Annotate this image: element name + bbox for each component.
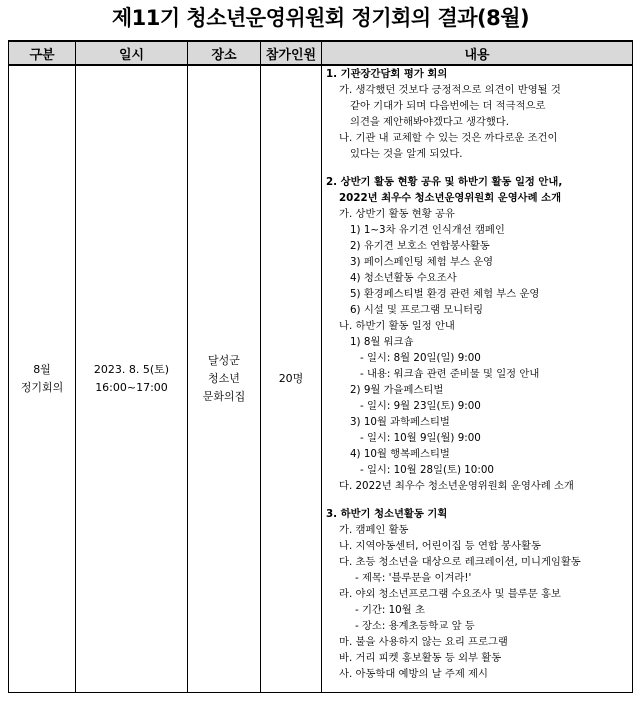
table-row — [9, 65, 633, 693]
section-heading: 2. 상반기 활동 현황 공유 및 하반기 활동 일정 안내, — [326, 176, 563, 188]
participants-cell: 20명 — [261, 65, 322, 693]
place-line: 청소년 — [208, 372, 240, 385]
content-section-1 — [322, 66, 632, 692]
list-item: 4) 청소년활동 수요조사 — [350, 272, 457, 284]
content-line: 나. 하반기 활동 일정 안내 — [339, 320, 455, 332]
list-item: 5) 환경페스티벌 환경 관련 체험 부스 운영 — [350, 288, 540, 300]
detail-line: - 기간: 10월 초 — [355, 604, 425, 616]
time-text: 16:00~17:00 — [95, 381, 168, 394]
category-cell — [9, 65, 76, 693]
detail-line: - 일시: 10월 9일(월) 9:00 — [360, 432, 481, 444]
category-line: 정기회의 — [20, 381, 64, 394]
detail-line: - 내용: 워크숍 관련 준비물 및 일정 안내 — [360, 368, 540, 380]
date-text: 2023. 8. 5(토) — [93, 363, 170, 376]
content-line: 사. 아동학대 예방의 날 주제 제시 — [339, 668, 488, 680]
place-cell — [188, 65, 261, 693]
datetime-cell — [76, 65, 188, 693]
detail-line: - 일시: 10월 28일(토) 10:00 — [360, 464, 494, 476]
content-line: 마. 불을 사용하지 않는 요리 프로그램 — [339, 636, 508, 648]
list-item: 1) 1~3차 유기견 인식개선 캠페인 — [350, 224, 505, 236]
list-item: 4) 10월 행복페스티벌 — [350, 448, 450, 460]
header-place: 장소 — [188, 41, 261, 65]
section-heading: 2022년 최우수 청소년운영위원회 운영사례 소개 — [339, 192, 562, 204]
meeting-table — [8, 40, 633, 693]
place-line: 달성군 — [208, 354, 240, 367]
content-line: 있다는 것을 알게 되었다. — [350, 148, 463, 160]
header-content: 내용 — [322, 41, 633, 65]
header-row — [9, 41, 633, 65]
list-item: 2) 9월 가을페스티벌 — [350, 384, 444, 396]
header-participants: 참가인원 — [261, 41, 322, 65]
content-line: 나. 지역아동센터, 어린이집 등 연합 봉사활동 — [339, 540, 541, 552]
list-item: 6) 시설 및 프로그램 모니터링 — [350, 304, 484, 316]
list-item: 3) 페이스페인팅 체험 부스 운영 — [350, 256, 494, 268]
category-line: 8월 — [33, 363, 51, 376]
header-category: 구분 — [9, 41, 76, 65]
list-item: 3) 10월 과학페스티벌 — [350, 416, 450, 428]
detail-line: - 일시: 9월 23일(토) 9:00 — [360, 400, 481, 412]
list-item: 1) 8월 워크숍 — [350, 336, 414, 348]
header-datetime: 일시 — [76, 41, 188, 65]
content-line: 의견을 제안해봐야겠다고 생각했다. — [350, 116, 510, 128]
content-line: 가. 생각했던 것보다 긍정적으로 의견이 반영될 것 — [339, 84, 561, 96]
page-title: 제11기 청소년운영위원회 정기회의 결과(8월) — [111, 6, 530, 30]
detail-line: - 일시: 8월 20일(일) 9:00 — [360, 352, 481, 364]
section-heading: 3. 하반기 청소년활동 기획 — [326, 508, 448, 520]
place-line: 문화의집 — [202, 390, 246, 403]
content-line: 라. 야외 청소년프로그램 수요조사 및 블루문 홍보 — [339, 588, 561, 600]
detail-line: - 장소: 용계초등학교 앞 등 — [355, 620, 475, 632]
content-line: 다. 2022년 최우수 청소년운영위원회 운영사례 소개 — [339, 480, 574, 492]
content-line: 같아 기대가 되며 다음번에는 더 적극적으로 — [350, 100, 546, 112]
content-line: 가. 캠페인 활동 — [339, 524, 409, 536]
content-line: 가. 상반기 활동 현황 공유 — [339, 208, 455, 220]
content-line: 바. 거리 피켓 홍보활동 등 외부 활동 — [339, 652, 502, 664]
content-line: 나. 기관 내 교체할 수 있는 것은 까다로운 조건이 — [339, 132, 558, 144]
content-line: 다. 초등 청소년을 대상으로 레크레이션, 미니게임활동 — [339, 556, 581, 568]
section-heading: 1. 기관장간담회 평가 회의 — [326, 68, 448, 80]
detail-line: - 제목: '블루문을 이겨라!' — [355, 572, 472, 584]
content-cell — [322, 65, 633, 693]
list-item: 2) 유기견 보호소 연합봉사활동 — [350, 240, 490, 252]
